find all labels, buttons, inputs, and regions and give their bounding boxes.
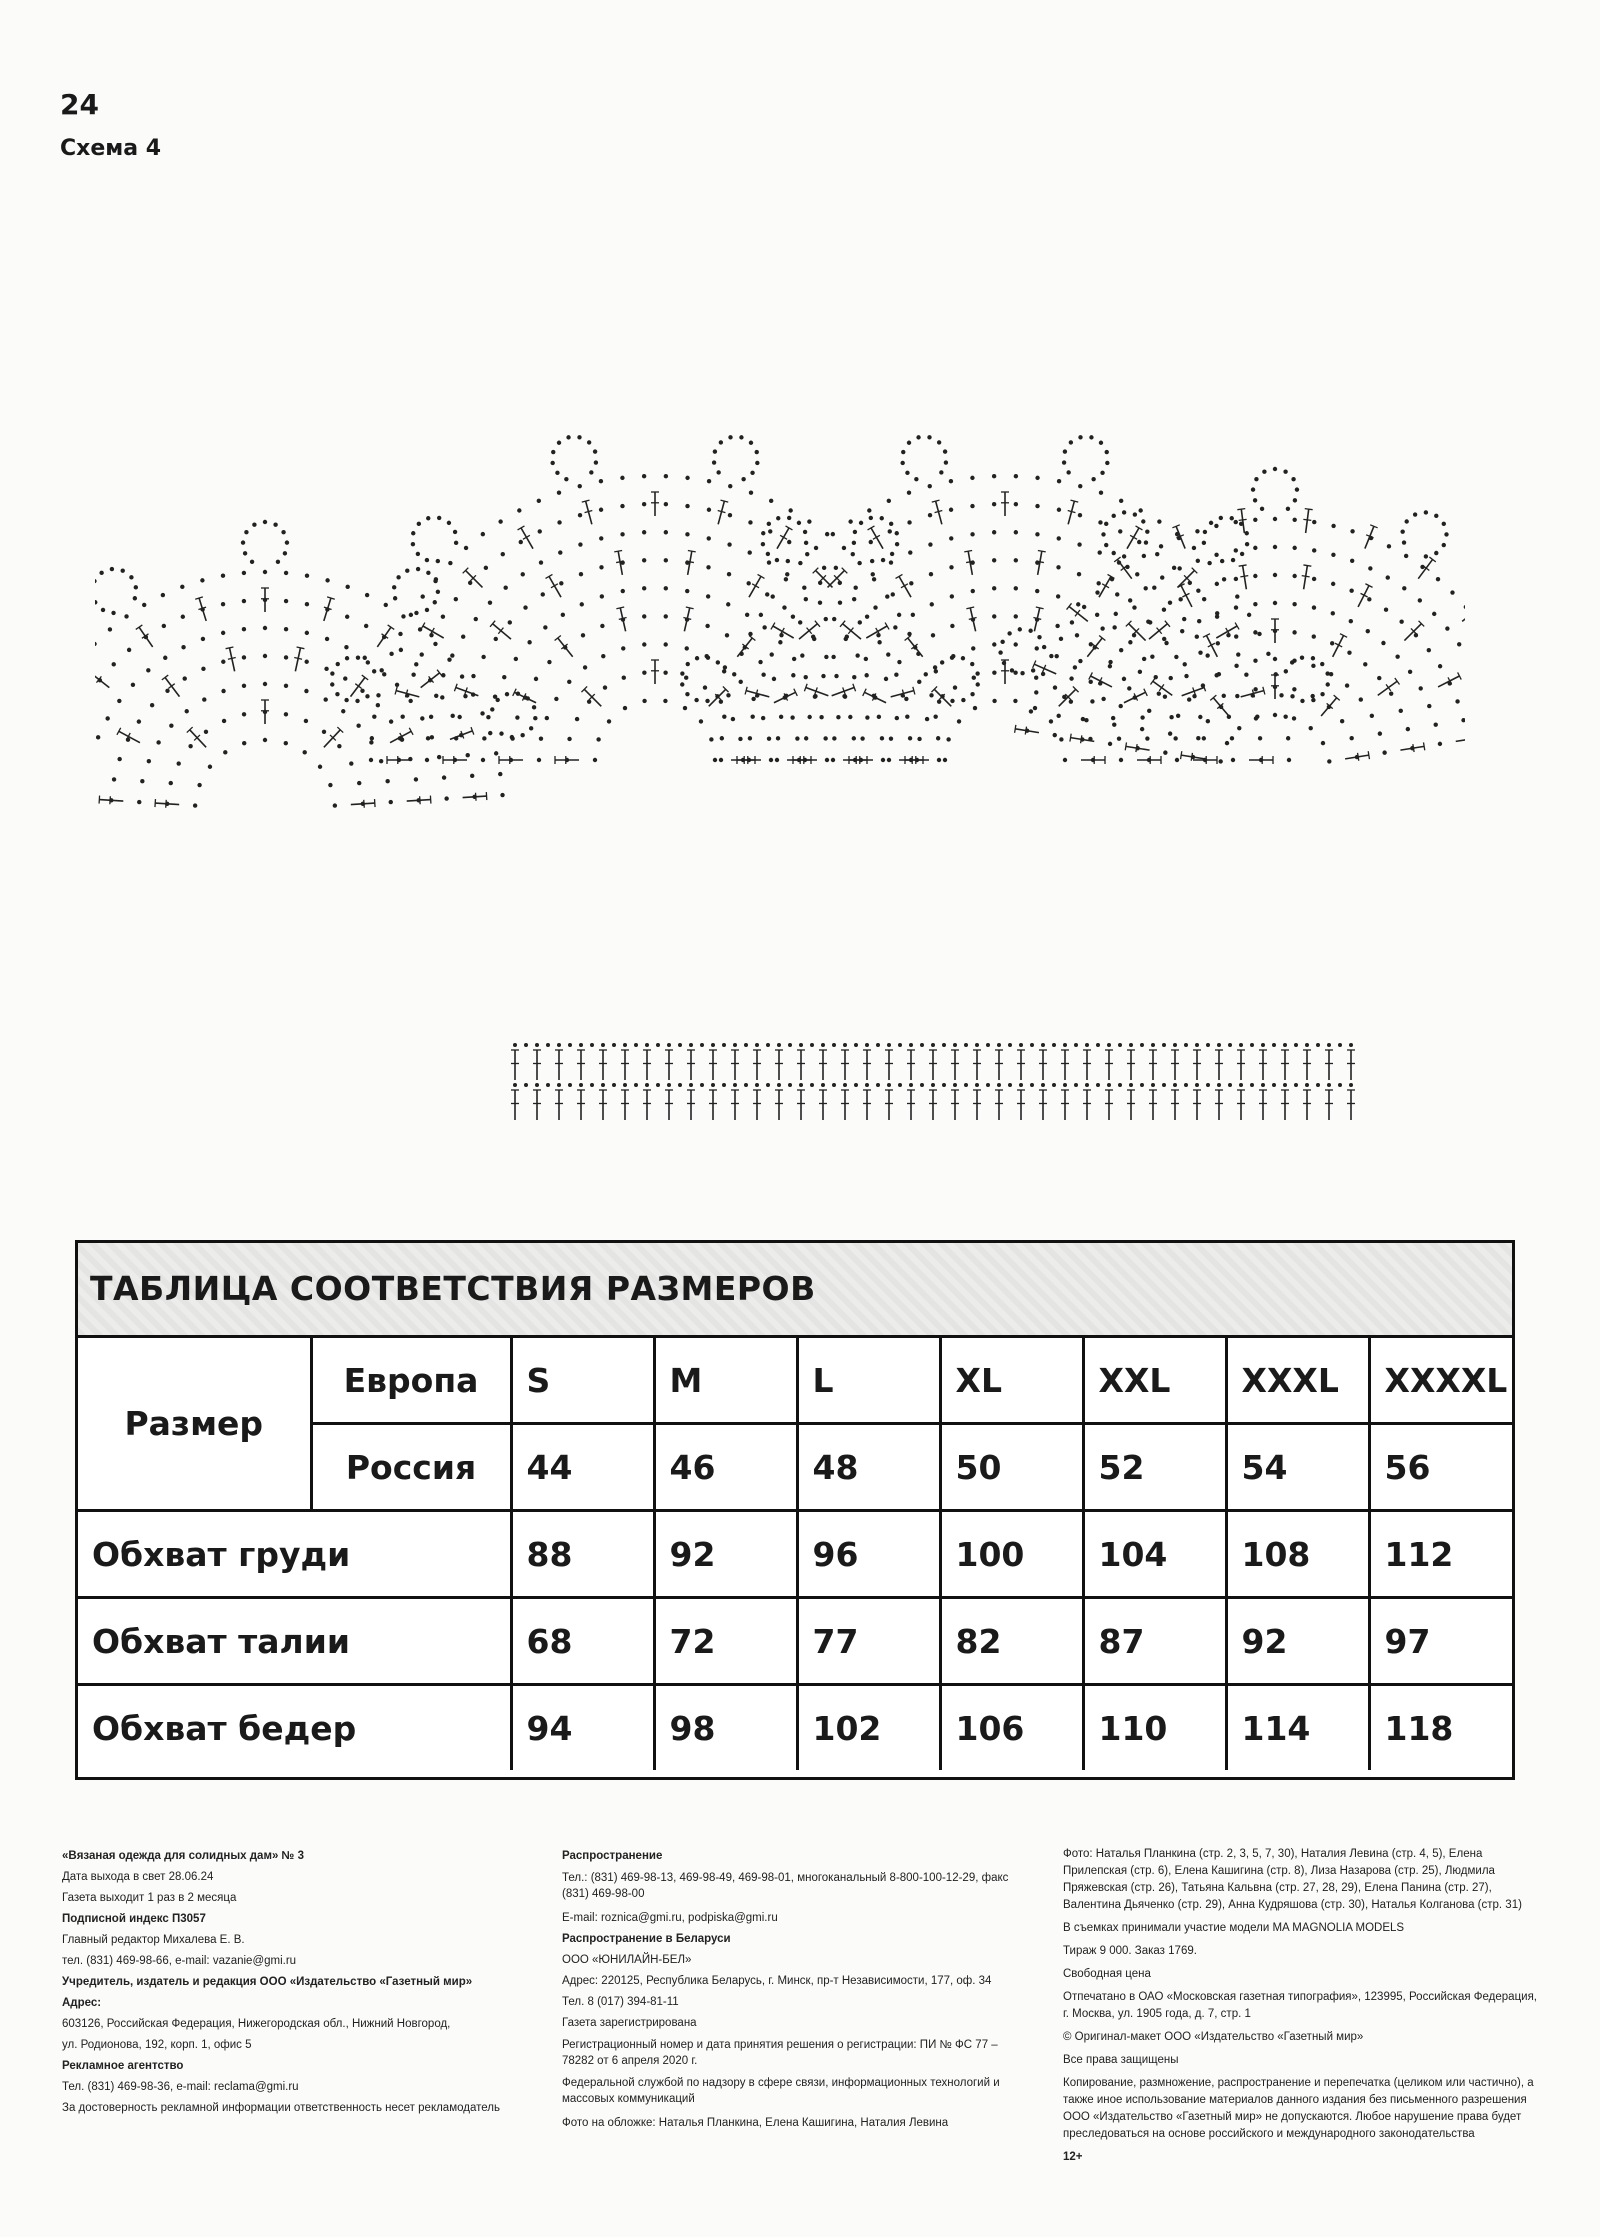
- table-cell: 98: [654, 1685, 797, 1771]
- imprint-line: Распространение: [562, 1850, 663, 1862]
- europe-label: Европа: [343, 1360, 479, 1400]
- table-row: [78, 1598, 1512, 1685]
- table-cell: XL: [940, 1338, 1083, 1424]
- imprint-line: Регистрационный номер и дата принятия решения о регистрации: ПИ № ФС 77 – 78282 от 6 апреля 2020 г.: [562, 2039, 998, 2067]
- imprint-line: Все права защищены: [1063, 2054, 1179, 2066]
- table-cell: 87: [1083, 1598, 1226, 1685]
- imprint-line: Адрес: 220125, Республика Беларусь, г. Минск, пр-т Независимости, 177, оф. 34: [562, 1975, 992, 1987]
- size-label-cell: [78, 1338, 311, 1511]
- imprint-line: «Вязаная одежда для солидных дам» № 3: [62, 1850, 304, 1862]
- imprint-line: Газета зарегистрирована: [562, 2017, 697, 2029]
- imprint-line: Подписной индекс П3057: [62, 1913, 206, 1925]
- imprint-line: Фото на обложке: Наталья Планкина, Елена Кашигина, Наталия Левина: [562, 2117, 949, 2129]
- table-cell: S: [511, 1338, 654, 1424]
- table-cell: 50: [940, 1424, 1083, 1511]
- table-row: [78, 1511, 1512, 1598]
- imprint-line: © Оригинал-макет ООО «Издательство «Газетный мир»: [1063, 2031, 1364, 2043]
- imprint-line: E-mail: roznica@gmi.ru, podpiska@gmi.ru: [562, 1912, 778, 1924]
- row-label-bust: Обхват груди: [78, 1511, 511, 1598]
- table-cell: 44: [511, 1424, 654, 1511]
- imprint-line: В съемках принимали участие модели MA MAGNOLIA MODELS: [1063, 1922, 1405, 1934]
- table-cell: 114: [1226, 1685, 1369, 1771]
- imprint-line: ул. Родионова, 192, корп. 1, офис 5: [62, 2039, 252, 2051]
- table-cell: 72: [654, 1598, 797, 1685]
- table-row: [78, 1338, 1512, 1424]
- imprint-line: Федеральной службой по надзору в сфере связи, информационных технологий и массовых коммуникаций: [562, 2077, 1000, 2105]
- table-row: [78, 1685, 1512, 1771]
- imprint-line: Отпечатано в ОАО «Московская газетная типография», 123995, Российская Федерация, г. Москва, ул. 1905 года, д. 7, стр. 1: [1063, 1991, 1537, 2020]
- table-cell: 118: [1369, 1685, 1512, 1771]
- europe-label-cell: [311, 1338, 511, 1424]
- imprint-column-1: [62, 1846, 532, 2119]
- scheme-title: Схема 4: [60, 136, 162, 161]
- table-cell: 94: [511, 1685, 654, 1771]
- table-cell: M: [654, 1338, 797, 1424]
- table-cell: 108: [1226, 1511, 1369, 1598]
- table-cell: 88: [511, 1511, 654, 1598]
- imprint-line: Свободная цена: [1063, 1968, 1151, 1980]
- table-cell: 77: [797, 1598, 940, 1685]
- imprint-line: За достоверность рекламной информации ответственность несет рекламодатель: [62, 2102, 500, 2114]
- imprint-line: 603126, Российская Федерация, Нижегородская обл., Нижний Новгород,: [62, 2018, 451, 2030]
- table-cell: L: [797, 1338, 940, 1424]
- imprint-line: Распространение в Беларуси: [562, 1933, 731, 1945]
- imprint-line: Учредитель, издатель и редакция ООО «Издательство «Газетный мир»: [62, 1976, 473, 1988]
- imprint-line: Адрес:: [62, 1997, 102, 2009]
- table-cell: 52: [1083, 1424, 1226, 1511]
- page-number: 24: [60, 88, 99, 121]
- imprint-column-3: [1063, 1846, 1543, 2172]
- table-cell: XXXXL: [1369, 1338, 1512, 1424]
- imprint-line: Тел.: (831) 469-98-13, 469-98-49, 469-98-01, многоканальный 8-800-100-12-29, факс (831) 469-98-00: [562, 1872, 1009, 1900]
- size-label: Размер: [124, 1404, 264, 1443]
- table-cell: 104: [1083, 1511, 1226, 1598]
- imprint-line: ООО «ЮНИЛАЙН-БЕЛ»: [562, 1954, 692, 1966]
- table-cell: 92: [1226, 1598, 1369, 1685]
- row-label-hips: Обхват бедер: [78, 1685, 511, 1771]
- imprint-line: Главный редактор Михалева Е. В.: [62, 1934, 245, 1946]
- imprint-line: Тел. (831) 469-98-36, e-mail: reclama@gmi.ru: [62, 2081, 299, 2093]
- table-cell: 68: [511, 1598, 654, 1685]
- imprint-line: Дата выхода в свет 28.06.24: [62, 1871, 214, 1883]
- size-table-grid: [78, 1338, 1512, 1770]
- russia-label: Россия: [345, 1447, 477, 1487]
- table-cell: 102: [797, 1685, 940, 1771]
- table-cell: 106: [940, 1685, 1083, 1771]
- table-cell: 46: [654, 1424, 797, 1511]
- imprint-line: Копирование, размножение, распространение и перепечатка (целиком или частично), а также иное использование материалов данного издания без письменного разрешения ООО «Издательство «Газетный мир» не допускаются. Любое нарушение права будет преследоваться на основе российского и международного законодательства: [1063, 2077, 1534, 2140]
- table-cell: 100: [940, 1511, 1083, 1598]
- imprint-line: Рекламное агентство: [62, 2060, 184, 2072]
- russia-label-cell: [311, 1424, 511, 1511]
- table-cell: 54: [1226, 1424, 1369, 1511]
- size-table-title: ТАБЛИЦА СООТВЕТСТВИЯ РАЗМЕРОВ: [78, 1243, 1512, 1338]
- table-cell: 92: [654, 1511, 797, 1598]
- imprint-line: Газета выходит 1 раз в 2 месяца: [62, 1892, 237, 1904]
- imprint-line: Фото: Наталья Планкина (стр. 2, 3, 5, 7, 30), Наталия Левина (стр. 4, 5), Елена Прилепская (стр. 6), Елена Кашигина (стр. 8), Лиза Назарова (стр. 25), Людмила Пряжевская (стр. 26), Татьяна Кальвна (стр. 27, 28, 29), Елена Панина (стр. 27), Валентина Дьяченко (стр. 29), Анна Кудряшова (стр. 30), Наталья Колганова (стр. 31): [1063, 1848, 1522, 1911]
- imprint-line: тел. (831) 469-98-66, e-mail: vazanie@gmi.ru: [62, 1955, 297, 1967]
- table-cell: 82: [940, 1598, 1083, 1685]
- table-cell: 56: [1369, 1424, 1512, 1511]
- table-cell: 48: [797, 1424, 940, 1511]
- imprint-line: Тираж 9 000. Заказ 1769.: [1063, 1945, 1197, 1957]
- crochet-chart-diagram: [95, 290, 1465, 1130]
- table-cell: XXXL: [1226, 1338, 1369, 1424]
- table-cell: 96: [797, 1511, 940, 1598]
- table-cell: 110: [1083, 1685, 1226, 1771]
- table-cell: 112: [1369, 1511, 1512, 1598]
- size-table: [75, 1240, 1515, 1780]
- table-cell: 97: [1369, 1598, 1512, 1685]
- row-label-waist: Обхват талии: [78, 1598, 511, 1685]
- table-cell: XXL: [1083, 1338, 1226, 1424]
- imprint-line: 12+: [1063, 2151, 1083, 2163]
- imprint-line: Тел. 8 (017) 394-81-11: [562, 1996, 679, 2008]
- imprint-column-2: [562, 1846, 1032, 2134]
